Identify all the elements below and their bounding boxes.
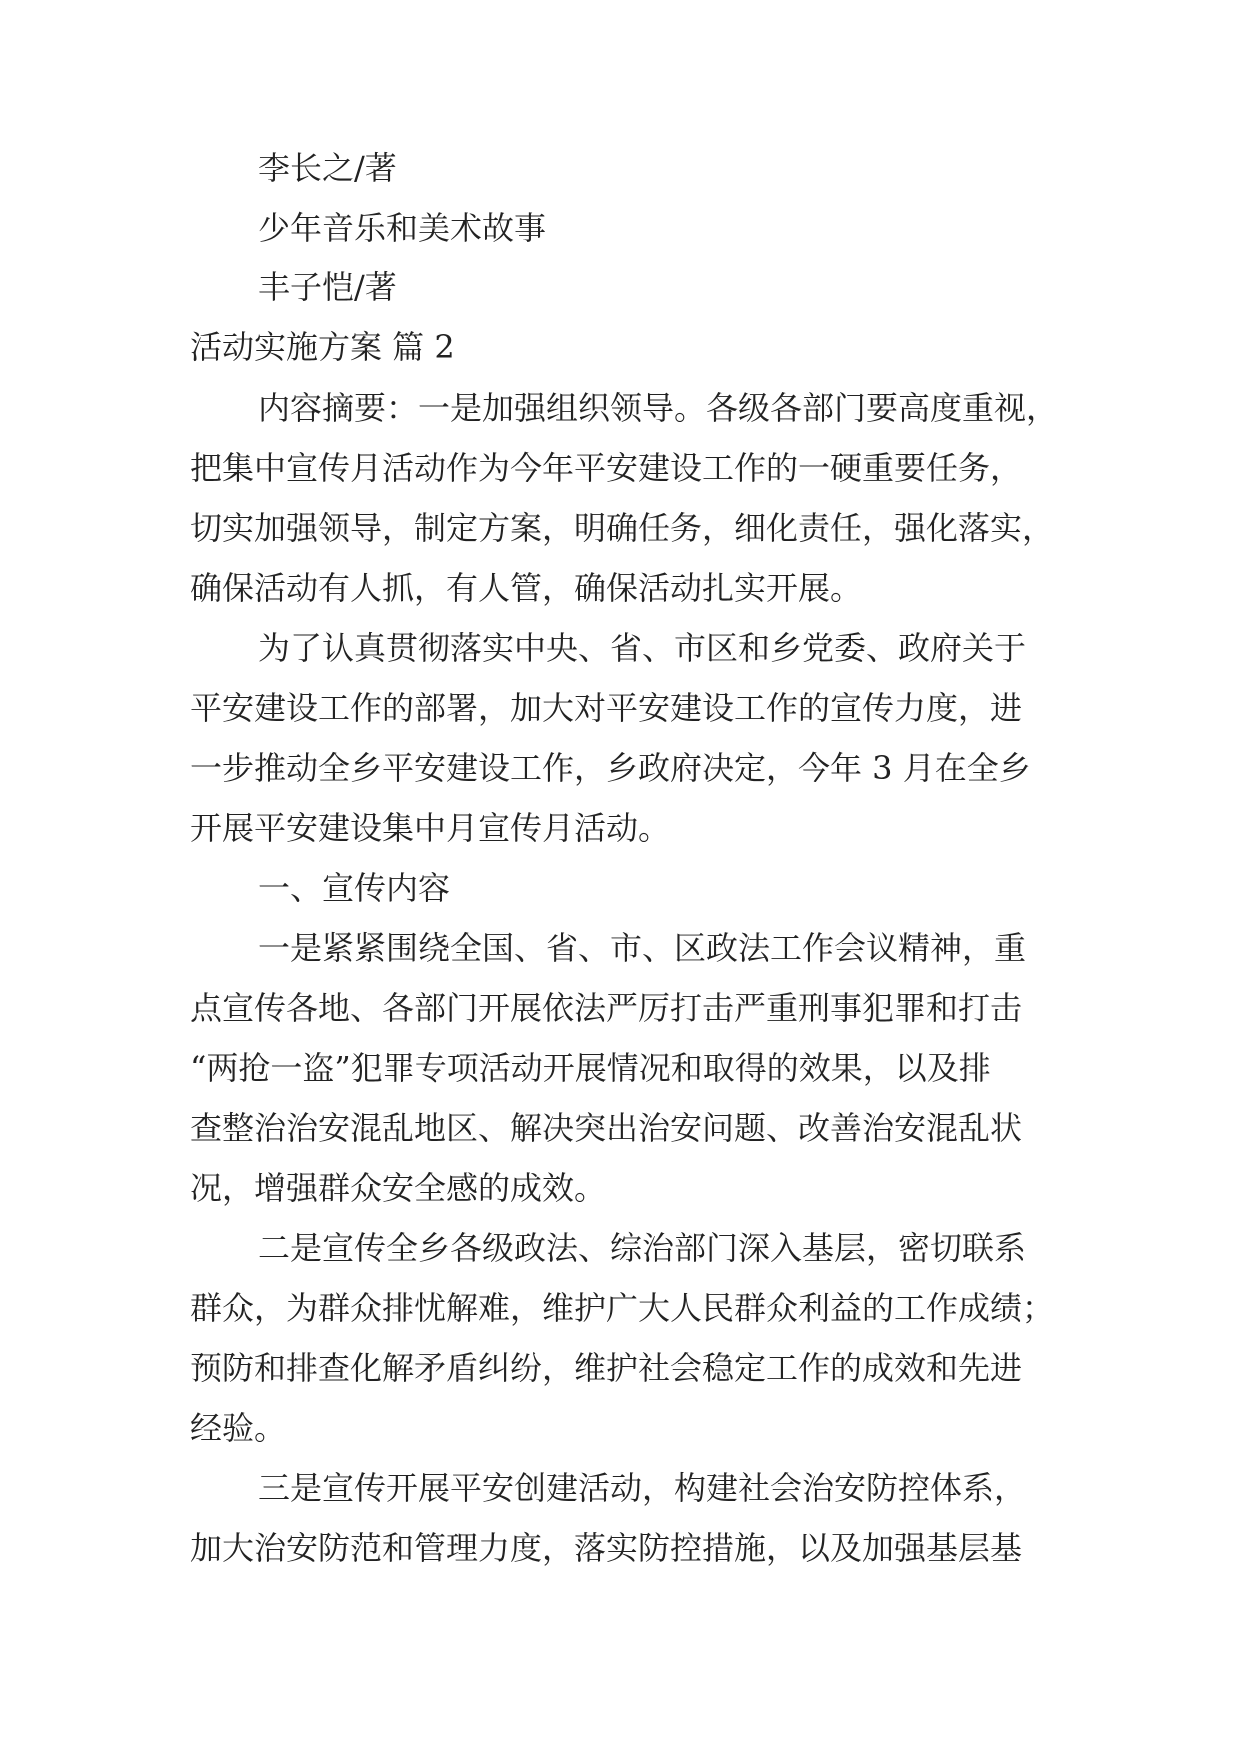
subheading: 一、宣传内容 [258, 869, 451, 907]
author-line-2: 丰子恺/著 [258, 268, 397, 306]
section-heading: 活动实施方案 篇 2 [190, 328, 455, 366]
author-line-1: 李长之/著 [258, 149, 397, 187]
paragraph-line: 二是宣传全乡各级政法、综治部门深入基层，密切联系 [258, 1229, 1027, 1267]
paragraph-line: 点宣传各地、各部门开展依法严厉打击严重刑事犯罪和打击 [190, 989, 1023, 1027]
paragraph-line: 一是紧紧围绕全国、省、市、区政法工作会议精神，重 [258, 929, 1027, 967]
paragraph-line: 预防和排查化解矛盾纠纷，维护社会稳定工作的成效和先进 [190, 1349, 1023, 1387]
abstract-line: 确保活动有人抓，有人管，确保活动扎实开展。 [190, 569, 863, 607]
paragraph-line: 经验。 [190, 1409, 287, 1447]
paragraph-line: 为了认真贯彻落实中央、省、市区和乡党委、政府关于 [258, 629, 1027, 667]
paragraph-line: 一步推动全乡平安建设工作，乡政府决定，今年 3 月在全乡 [190, 749, 1031, 787]
abstract-line: 切实加强领导，制定方案，明确任务，细化责任，强化落实， [190, 509, 1055, 547]
paragraph-line: 群众，为群众排忧解难，维护广大人民群众利益的工作成绩； [190, 1289, 1055, 1327]
paragraph-line: 三是宣传开展平安创建活动，构建社会治安防控体系， [258, 1469, 1027, 1507]
book-title-line: 少年音乐和美术故事 [258, 209, 547, 247]
paragraph-line: 开展平安建设集中月宣传月活动。 [190, 809, 671, 847]
paragraph-line: 加大治安防范和管理力度，落实防控措施，以及加强基层基 [190, 1529, 1023, 1567]
paragraph-line: 查整治治安混乱地区、解决突出治安问题、改善治安混乱状 [190, 1109, 1023, 1147]
paragraph-line: “两抢一盗”犯罪专项活动开展情况和取得的效果，以及排 [190, 1049, 991, 1087]
paragraph-line: 平安建设工作的部署，加大对平安建设工作的宣传力度，进 [190, 689, 1023, 727]
abstract-line: 把集中宣传月活动作为今年平安建设工作的一硬重要任务， [190, 449, 1023, 487]
abstract-line: 内容摘要：一是加强组织领导。各级各部门要高度重视， [258, 389, 1059, 427]
paragraph-line: 况，增强群众安全感的成效。 [190, 1169, 607, 1207]
